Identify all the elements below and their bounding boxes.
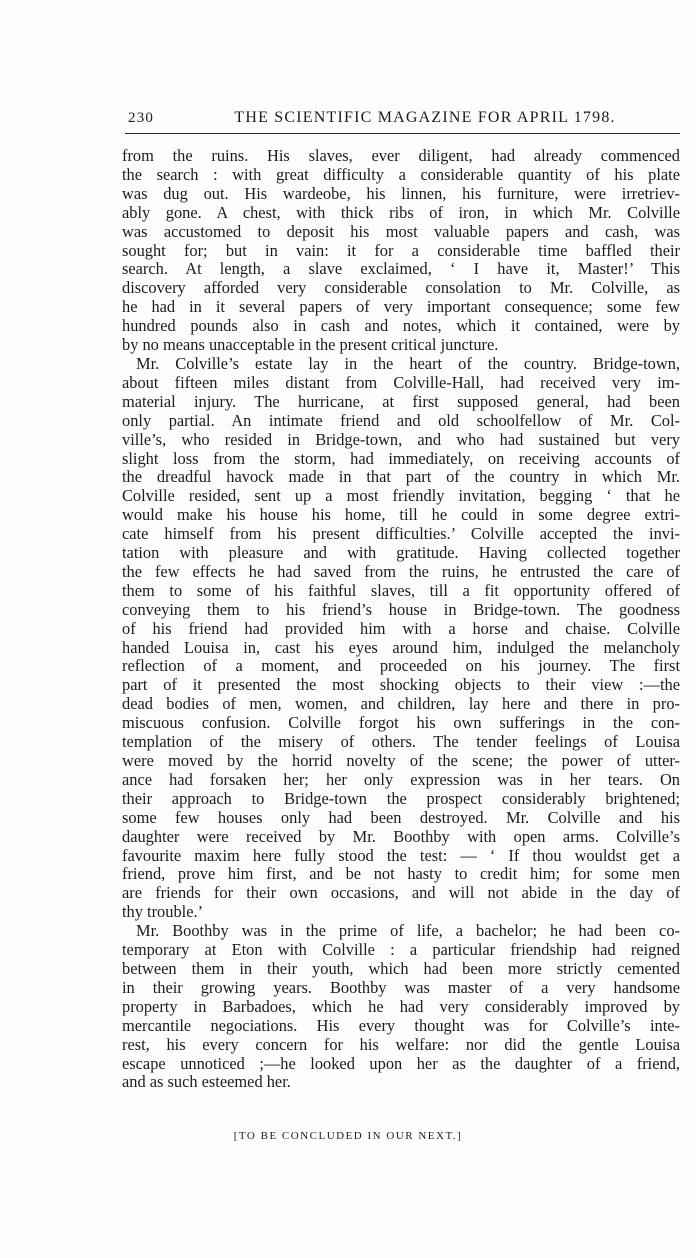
text-line: discovery afforded very considerable consolation to Mr. Colville, as (122, 278, 680, 298)
text-line: conveying them to his friend’s house in Bridge-town. The goodness (122, 599, 680, 619)
text-line: from the ruins. His slaves, ever diligent, had already commenced (122, 146, 680, 165)
text-line: slight loss from the storm, had immediately, on receiving accounts of (122, 448, 680, 468)
text-line: them to some of his faithful slaves, till a fit opportunity offered of (122, 580, 680, 600)
text-line: the search : with great difficulty a considerable quantity of his plate (122, 164, 680, 184)
text-line: favourite maxim here fully stood the test: — ‘ If thou wouldst get a (122, 845, 680, 865)
text-line: ably gone. A chest, with thick ribs of iron, in which Mr. Colville (122, 202, 680, 222)
article-body (122, 147, 680, 1092)
text-line: tation with pleasure and with gratitude. Having collected together (122, 543, 680, 563)
text-line: was dug out. His wardeobe, his linnen, his furniture, were irretriev- (122, 183, 680, 203)
text-line: only partial. An intimate friend and old schoolfellow of Mr. Col- (122, 410, 680, 430)
text-line: Mr. Boothby was in the prime of life, a bachelor; he had been co- (136, 921, 680, 941)
running-title: THE SCIENTIFIC MAGAZINE FOR APRIL 1798. (234, 109, 616, 126)
text-line: ville’s, who resided in Bridge-town, and who had sustained but very (122, 429, 680, 449)
running-header (128, 109, 678, 127)
text-line: Mr. Colville’s estate lay in the heart of the country. Bridge-town, (136, 353, 680, 373)
text-line: thy trouble.’ (122, 902, 204, 922)
text-line: he had in it several papers of very important consequence; some few (122, 297, 680, 317)
text-line: are friends for their own occasions, and will not abide in the day of (122, 883, 680, 903)
text-line: in their growing years. Boothby was master of a very handsome (122, 977, 680, 997)
text-line: the dreadful havock made in that part of the country in which Mr. (122, 467, 680, 487)
page-number: 230 (128, 110, 155, 126)
text-line: would make his house his home, till he could in some degree extri- (122, 505, 680, 525)
text-line: about fifteen miles distant from Colville-Hall, had received very im- (122, 372, 680, 392)
text-line: rest, his every concern for his welfare: nor did the gentle Louisa (122, 1034, 680, 1054)
text-line: their approach to Bridge-town the prospect considerably brightened; (122, 788, 680, 808)
text-line: handed Louisa in, cast his eyes around him, indulged the melancholy (122, 637, 680, 657)
text-line: Colville resided, sent up a most friendly invitation, begging ‘ that he (122, 486, 680, 506)
continuation-note: [TO BE CONCLUDED IN OUR NEXT.] (233, 1130, 463, 1142)
text-line: ance had forsaken her; her only expression was in her tears. On (122, 769, 680, 789)
text-line: daughter were received by Mr. Boothby with open arms. Colville’s (122, 826, 680, 846)
text-line: sought for; but in vain: it for a considerable time baffled their (122, 240, 680, 260)
text-line: the few effects he had saved from the ruins, he entrusted the care of (122, 561, 680, 581)
text-line: mercantile negociations. His every thought was for Colville’s inte- (122, 1015, 680, 1035)
text-line: cate himself from his present difficulties.’ Colville accepted the invi- (122, 524, 680, 544)
text-line: friend, prove him first, and be not hasty to credit him; for some men (122, 864, 680, 884)
text-line: some few houses only had been destroyed. Mr. Colville and his (122, 807, 680, 827)
text-line: hundred pounds also in cash and notes, which it contained, were by (122, 316, 680, 336)
text-line: templation of the misery of others. The tender feelings of Louisa (122, 732, 680, 752)
text-line: was accustomed to deposit his most valuable papers and cash, was (122, 221, 680, 241)
text-line: of his friend had provided him with a horse and chaise. Colville (122, 618, 680, 638)
text-line: between them in their youth, which had been more strictly cemented (122, 958, 680, 978)
text-line: temporary at Eton with Colville : a particular friendship had reigned (122, 940, 680, 960)
text-line: dead bodies of men, women, and children, lay here and there in pro- (122, 694, 680, 714)
text-line: escape unnoticed ;—he looked upon her as the daughter of a friend, (122, 1053, 680, 1073)
text-line: property in Barbadoes, which he had very considerably improved by (122, 996, 680, 1016)
text-line: by no means unacceptable in the present critical juncture. (122, 335, 499, 355)
text-line: search. At length, a slave exclaimed, ‘ I have it, Master!’ This (122, 259, 680, 279)
text-line: material injury. The hurricane, at first supposed general, had been (122, 391, 680, 411)
text-line: miscuous confusion. Colville forgot his own sufferings in the con- (122, 713, 680, 733)
text-line: were moved by the horrid novelty of the scene; the power of utter- (122, 751, 680, 770)
text-line: part of it presented the most shocking objects to their view :—the (122, 675, 680, 695)
header-rule (125, 133, 680, 134)
text-line: and as such esteemed her. (122, 1072, 291, 1092)
text-line: reflection of a moment, and proceeded on his journey. The first (122, 656, 680, 676)
